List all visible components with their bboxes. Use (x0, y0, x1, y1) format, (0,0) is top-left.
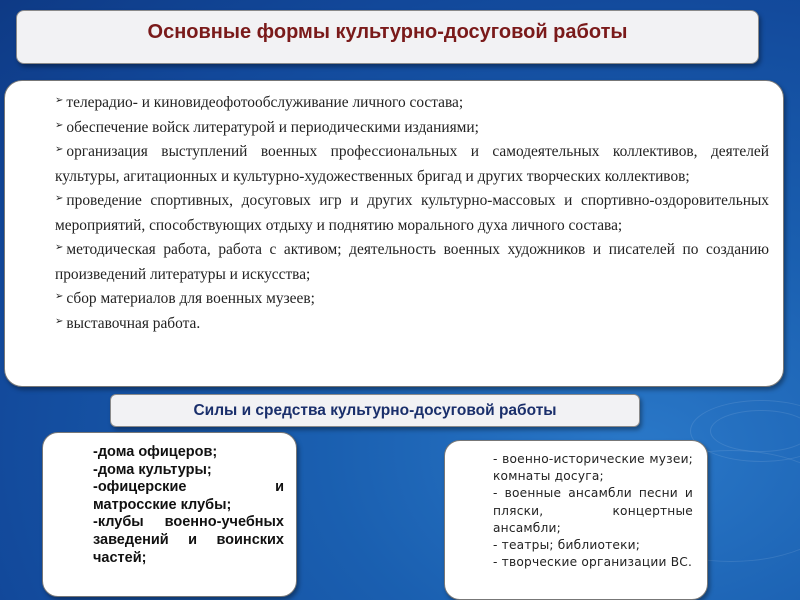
subtitle-panel (110, 394, 640, 427)
list-item: ➢ методическая работа, работа с активом; деятельность военных художников и писателей по созданию произведений литературы и искусства; (55, 241, 769, 283)
bullet-arrow-icon: ➢ (55, 144, 64, 155)
clubs-list (93, 444, 284, 567)
bullet-arrow-icon: ➢ (55, 242, 64, 253)
institutions-list (493, 451, 693, 571)
bullet-arrow-icon: ➢ (55, 95, 64, 106)
bullet-arrow-icon: ➢ (55, 315, 64, 327)
list-item: ➢ сбор материалов для военных музеев; (55, 290, 315, 307)
left-resources-panel (42, 432, 297, 597)
list-item: -офицерские и матросские клубы; (93, 479, 284, 513)
list-item: ➢ проведение спортивных, досуговых игр и других культурно-массовых и спортивно-оздоровительных мероприятий, способствующих отдыху и поднятию морального духа личного состава; (55, 192, 769, 234)
list-item: -дома культуры; (93, 461, 212, 478)
list-item: ➢ выставочная работа. (55, 314, 201, 332)
list-item: - творческие организации ВС. (493, 555, 693, 570)
bullet-arrow-icon: ➢ (55, 193, 64, 204)
list-item: - военные ансамбли песни и пляски, концертные ансамбли; (493, 486, 693, 535)
list-item: -клубы военно-учебных заведений и воинских частей; (93, 514, 284, 566)
list-item: ➢ обеспечение войск литературой и периодическими изданиями; (55, 118, 479, 136)
bullet-arrow-icon: ➢ (55, 119, 64, 131)
right-resources-panel (444, 440, 708, 600)
page-title: Основные формы культурно-досуговой работы (147, 20, 628, 43)
list-item: ➢ организация выступлений военных профессиональных и самодеятельных коллективов, деятелей культуры, агитационных и культурно-художественных бригад и других творческих коллективов; (55, 143, 769, 185)
main-forms-panel (4, 80, 784, 387)
list-item: ➢ телерадио- и киновидеофотообслуживание личного состава; (55, 94, 464, 111)
list-item: - театры; библиотеки; (493, 538, 641, 553)
bullet-arrow-icon: ➢ (55, 291, 64, 302)
list-item: -дома офицеров; (93, 444, 218, 460)
list-item: - военно-исторические музеи; комнаты досуга; (493, 452, 693, 484)
title-panel (16, 10, 759, 64)
section-subtitle: Силы и средства культурно-досуговой работы (193, 401, 557, 419)
forms-list (55, 91, 769, 336)
